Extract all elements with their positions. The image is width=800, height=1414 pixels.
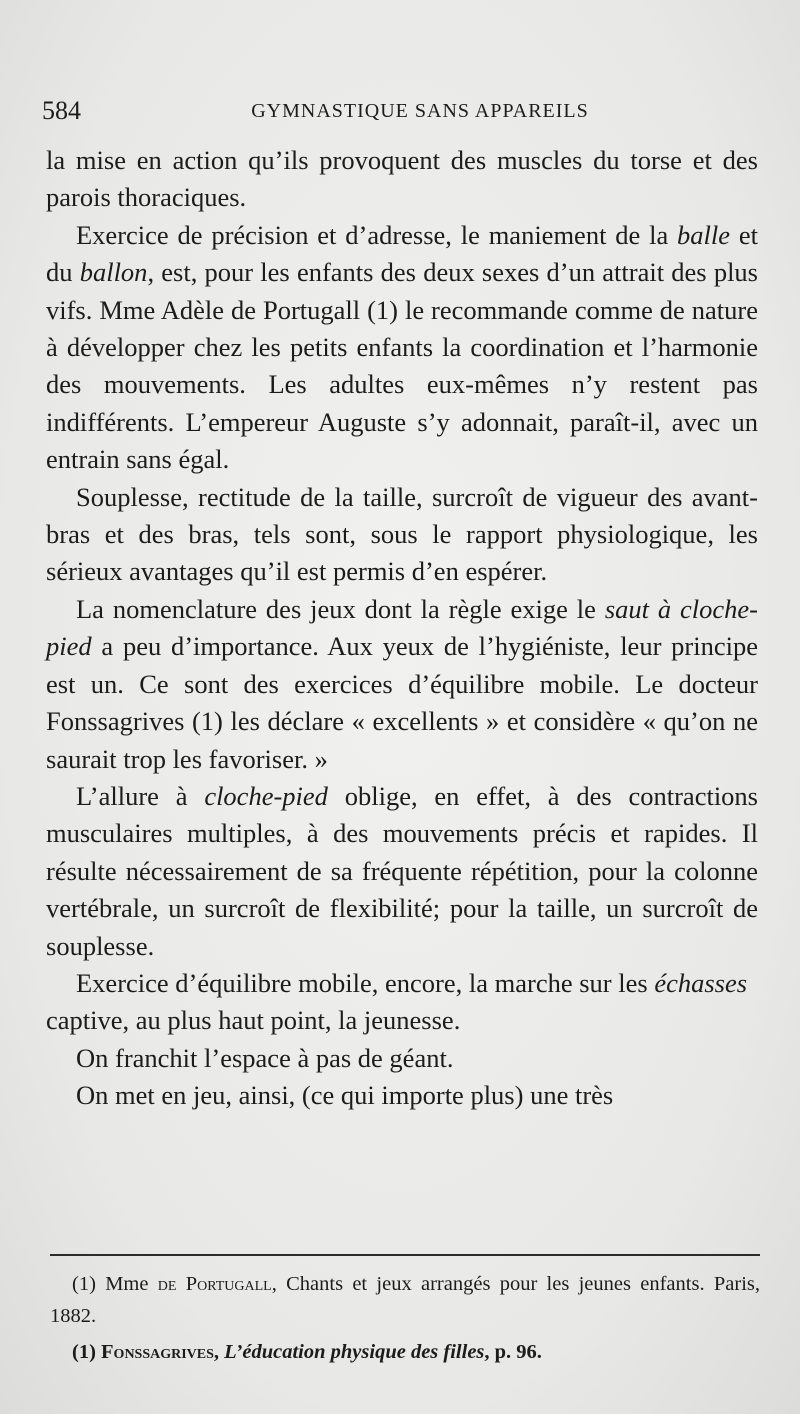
paragraph-p5 — [46, 778, 758, 965]
paragraph-p8 — [46, 1077, 758, 1114]
paragraph-p4 — [46, 591, 758, 778]
footnote-reference: , p. 96. — [484, 1341, 542, 1363]
page-header — [42, 96, 758, 130]
text-segment: La nomenclature des jeux dont la règle exige le — [76, 593, 605, 624]
text-segment: Exercice d’équilibre mobile, encore, la marche sur les — [76, 967, 655, 998]
text-segment: captive, au plus haut point, la jeunesse. — [46, 1005, 461, 1036]
footnote-marker: (1) — [72, 1341, 96, 1363]
italic-text: balle — [677, 219, 731, 250]
text-segment: la mise en action qu’ils provoquent des muscles du torse et des parois thoraciques. — [46, 145, 758, 213]
paragraph-p6 — [46, 965, 758, 1040]
footnote-portugall — [50, 1268, 760, 1332]
footnote-marker: (1) — [72, 1273, 96, 1295]
italic-text: ballon — [79, 257, 148, 288]
footnote-book-title: L’éducation physique des filles — [224, 1341, 485, 1363]
footnotes — [50, 1268, 760, 1368]
italic-text: cloche-pied — [204, 780, 328, 811]
italic-text: saut à cloche-pied — [46, 593, 758, 662]
footnote-fonssagrives — [50, 1336, 760, 1368]
footnote-author-prefix: Mme — [105, 1273, 158, 1295]
text-segment: On met en jeu, ainsi, (ce qui importe plus) une très — [76, 1080, 614, 1111]
paragraph-p1 — [46, 142, 758, 217]
text-segment: a peu d’importance. Aux yeux de l’hygiéniste, leur principe est un. Ce sont des exercices d’équilibre mobile. Le docteur Fonssagrives (1) les déclare « excellents » et considère « qu’on ne saurait trop les favoriser. » — [46, 631, 758, 774]
footnote-reference: , Chants et jeux arrangés pour les jeunes enfants. Paris, 1882. — [50, 1273, 760, 1327]
running-title: GYMNASTIQUE SANS APPAREILS — [251, 100, 589, 122]
italic-text: échasses — [654, 967, 748, 998]
text-segment: Exercice de précision et d’adresse, le maniement de la — [76, 219, 678, 250]
footnote-author-name: Fonssagrives — [101, 1341, 214, 1363]
paragraph-p7 — [46, 1040, 758, 1077]
text-segment: et du — [46, 219, 758, 288]
footnote-rule — [50, 1254, 760, 1256]
paragraph-p3 — [46, 479, 758, 591]
text-segment: L’allure à — [76, 780, 205, 811]
text-segment: Souplesse, rectitude de la taille, surcroît de vigueur des avant-bras et des bras, tels sont, sous le rapport physiologique, les sérieux avantages qu’il est permis d’en espérer. — [46, 481, 758, 587]
text-segment: , est, pour les enfants des deux sexes d’un attrait des plus vifs. Mme Adèle de Portugall (1) le recommande comme de nature à développer chez les petits enfants la coordination et l’harmonie des mouvements. Les adultes eux-mêmes n’y restent pas indifférents. L’empereur Auguste s’y adonnait, paraît-il, avec un entrain sans égal. — [46, 257, 758, 475]
text-segment: oblige, en effet, à des contractions musculaires multiples, à des mouvements précis et rapides. Il résulte nécessairement de sa fréquente répétition, pour la colonne vertébrale, un surcroît de flexibilité; pour la taille, un surcroît de souplesse. — [46, 780, 758, 961]
paragraph-p2 — [46, 217, 758, 479]
footnote-author-name: Portugall — [185, 1273, 272, 1295]
text-segment: On franchit l’espace à pas de géant. — [76, 1042, 454, 1073]
footnote-separator: , — [213, 1341, 225, 1363]
body-text — [46, 142, 758, 1115]
footnote-author-particle: de — [157, 1273, 177, 1295]
page-number: 584 — [42, 96, 81, 125]
